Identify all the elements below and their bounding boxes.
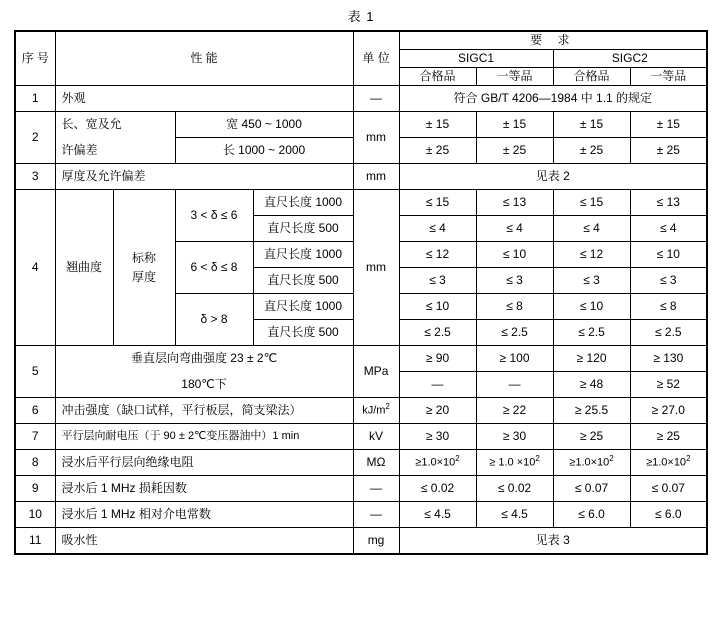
- row-value: ≤ 13: [630, 190, 707, 216]
- row-value: ≤ 3: [476, 268, 553, 294]
- row-property-line2: 180℃下: [55, 372, 353, 398]
- table-row: [15, 398, 707, 424]
- row-no: 8: [15, 450, 55, 476]
- row-no: 10: [15, 502, 55, 528]
- thickness-label-line2: 厚度: [131, 269, 156, 284]
- header-property: 性 能: [55, 31, 353, 86]
- row-value: ≥ 90: [399, 346, 476, 372]
- row-value: ± 15: [399, 112, 476, 138]
- header-sub-2: 一等品: [476, 68, 553, 86]
- row-value: ≤ 10: [553, 294, 630, 320]
- table-row: [15, 502, 707, 528]
- row-property-line2: 许偏差: [55, 138, 175, 164]
- row-unit: mg: [353, 528, 399, 554]
- row-value: ≤ 10: [476, 242, 553, 268]
- thickness-range: 6 < δ ≤ 8: [175, 242, 253, 294]
- table-row: [15, 476, 707, 502]
- row-sub-label: 宽 450 ~ 1000: [175, 112, 353, 138]
- row-unit: MΩ: [353, 450, 399, 476]
- row-value: ± 15: [476, 112, 553, 138]
- specification-table: [14, 30, 708, 555]
- row-value: ≥ 100: [476, 346, 553, 372]
- row-value: ≤ 12: [553, 242, 630, 268]
- row-value: ≤ 0.02: [399, 476, 476, 502]
- row-property-line1: 长、宽及允: [55, 112, 175, 138]
- row-value: ≤ 6.0: [630, 502, 707, 528]
- row-no: 6: [15, 398, 55, 424]
- row-unit: —: [353, 476, 399, 502]
- row-value: ≤ 10: [630, 242, 707, 268]
- row-value: ≤ 4: [630, 216, 707, 242]
- table-row: [15, 424, 707, 450]
- table-row: [15, 164, 707, 190]
- table-header-row-1: [15, 31, 707, 50]
- row-value: ≤ 8: [476, 294, 553, 320]
- row-value: ≥ 25: [630, 424, 707, 450]
- table-row: [15, 190, 707, 216]
- row-value: ± 25: [630, 138, 707, 164]
- row-value: ≤ 3: [399, 268, 476, 294]
- row-value: ≤ 2.5: [399, 320, 476, 346]
- row-no: 3: [15, 164, 55, 190]
- row-value: ≥ 20: [399, 398, 476, 424]
- row-no: 1: [15, 86, 55, 112]
- header-sub-1: 合格品: [399, 68, 476, 86]
- row-property: 浸水后 1 MHz 相对介电常数: [55, 502, 353, 528]
- row-no: 7: [15, 424, 55, 450]
- row-value: ≥ 30: [399, 424, 476, 450]
- row-property: 浸水后 1 MHz 损耗因数: [55, 476, 353, 502]
- row-sub-label: 长 1000 ~ 2000: [175, 138, 353, 164]
- row-value: ≤ 15: [399, 190, 476, 216]
- row-unit: mm: [353, 190, 399, 346]
- ruler-length-label: 直尺长度 1000: [253, 294, 353, 320]
- row-value: ≤ 4.5: [399, 502, 476, 528]
- table-row: [15, 346, 707, 372]
- row-value: ≤ 4: [399, 216, 476, 242]
- ruler-length-label: 直尺长度 500: [253, 216, 353, 242]
- row-unit: —: [353, 86, 399, 112]
- row-unit: MPa: [353, 346, 399, 398]
- thickness-range: 3 < δ ≤ 6: [175, 190, 253, 242]
- row-value: ≤ 8: [630, 294, 707, 320]
- row-value: ≤ 3: [553, 268, 630, 294]
- row-value: ≥ 130: [630, 346, 707, 372]
- row-value: —: [399, 372, 476, 398]
- ruler-length-label: 直尺长度 500: [253, 268, 353, 294]
- row-value: ≥ $1.0 \times 10^2$: [476, 450, 553, 476]
- row-value: ± 25: [399, 138, 476, 164]
- row-unit: mm: [353, 164, 399, 190]
- row-property: 外观: [55, 86, 353, 112]
- ruler-length-label: 直尺长度 1000: [253, 190, 353, 216]
- thickness-range: δ > 8: [175, 294, 253, 346]
- ruler-length-label: 直尺长度 500: [253, 320, 353, 346]
- row-property: 浸水后平行层向绝缘电阻: [55, 450, 353, 476]
- row-value: ≤ 13: [476, 190, 553, 216]
- header-grade-sigc2: SIGC2: [553, 50, 707, 68]
- header-grade-sigc1: SIGC1: [399, 50, 553, 68]
- table-row: [15, 86, 707, 112]
- table-row: [15, 450, 707, 476]
- row-span-note: 见表 2: [399, 164, 707, 190]
- row-value: $\ge 1.0\times 10^2$: [399, 450, 476, 476]
- row-value: ≤ 2.5: [630, 320, 707, 346]
- row-value: ± 15: [630, 112, 707, 138]
- row-value: ≤ 2.5: [476, 320, 553, 346]
- row-unit: $kJ/m^2$: [353, 398, 399, 424]
- row-value: ≤ 0.07: [553, 476, 630, 502]
- row-value: $\ge 1.0\times 10^2$: [553, 450, 630, 476]
- thickness-label: [113, 190, 175, 346]
- row-value: ≤ 4: [476, 216, 553, 242]
- row-value: ≥ 25: [553, 424, 630, 450]
- row-no: 11: [15, 528, 55, 554]
- row-value: ≥ 22: [476, 398, 553, 424]
- table-title: 表 1: [347, 9, 375, 24]
- row-unit: kV: [353, 424, 399, 450]
- row-value: ≥ 27.0: [630, 398, 707, 424]
- row-property: 冲击强度（缺口试样，平行板层，简支梁法）: [55, 398, 353, 424]
- row-value: ≤ 15: [553, 190, 630, 216]
- row-value: ≤ 12: [399, 242, 476, 268]
- ruler-length-label: 直尺长度 1000: [253, 242, 353, 268]
- row-value: ≤ 0.02: [476, 476, 553, 502]
- row-value: ≥ 30: [476, 424, 553, 450]
- row-no: 5: [15, 346, 55, 398]
- row-value: ≥ 52: [630, 372, 707, 398]
- table-row: [15, 528, 707, 554]
- header-sub-3: 合格品: [553, 68, 630, 86]
- row-value: ± 25: [476, 138, 553, 164]
- row-value: ≤ 4.5: [476, 502, 553, 528]
- row-no: 9: [15, 476, 55, 502]
- row-value: ≥ 25.5: [553, 398, 630, 424]
- table-row: [15, 112, 707, 138]
- thickness-label-line1: 标称: [131, 250, 156, 265]
- row-no: 4: [15, 190, 55, 346]
- row-value: —: [476, 372, 553, 398]
- row-span-note: 符合 GB/T 4206—1984 中 1.1 的规定: [399, 86, 707, 112]
- row-no: 2: [15, 112, 55, 164]
- row-unit: —: [353, 502, 399, 528]
- row-value: ≤ 10: [399, 294, 476, 320]
- header-unit: 单 位: [353, 31, 399, 86]
- row-property: 吸水性: [55, 528, 353, 554]
- row-span-note: 见表 3: [399, 528, 707, 554]
- row-property: 翘曲度: [55, 190, 113, 346]
- row-value: ≤ 0.07: [630, 476, 707, 502]
- row-property: 厚度及允许偏差: [55, 164, 353, 190]
- row-value: ≤ 3: [630, 268, 707, 294]
- row-value: ≤ 2.5: [553, 320, 630, 346]
- row-value: ± 25: [553, 138, 630, 164]
- row-value: ± 15: [553, 112, 630, 138]
- header-requirement: 要 求: [399, 31, 707, 50]
- row-value: ≥ 48: [553, 372, 630, 398]
- header-seq: 序 号: [15, 31, 55, 86]
- row-property: 平行层向耐电压（于 90 ± 2℃变压器油中）1 min: [55, 424, 353, 450]
- row-value: ≥ 120: [553, 346, 630, 372]
- row-unit: mm: [353, 112, 399, 164]
- header-sub-4: 一等品: [630, 68, 707, 86]
- row-property-line1: 垂直层向弯曲强度 23 ± 2℃: [55, 346, 353, 372]
- row-value: ≤ 6.0: [553, 502, 630, 528]
- row-value: $\ge 1.0\times 10^2$: [630, 450, 707, 476]
- row-value: ≤ 4: [553, 216, 630, 242]
